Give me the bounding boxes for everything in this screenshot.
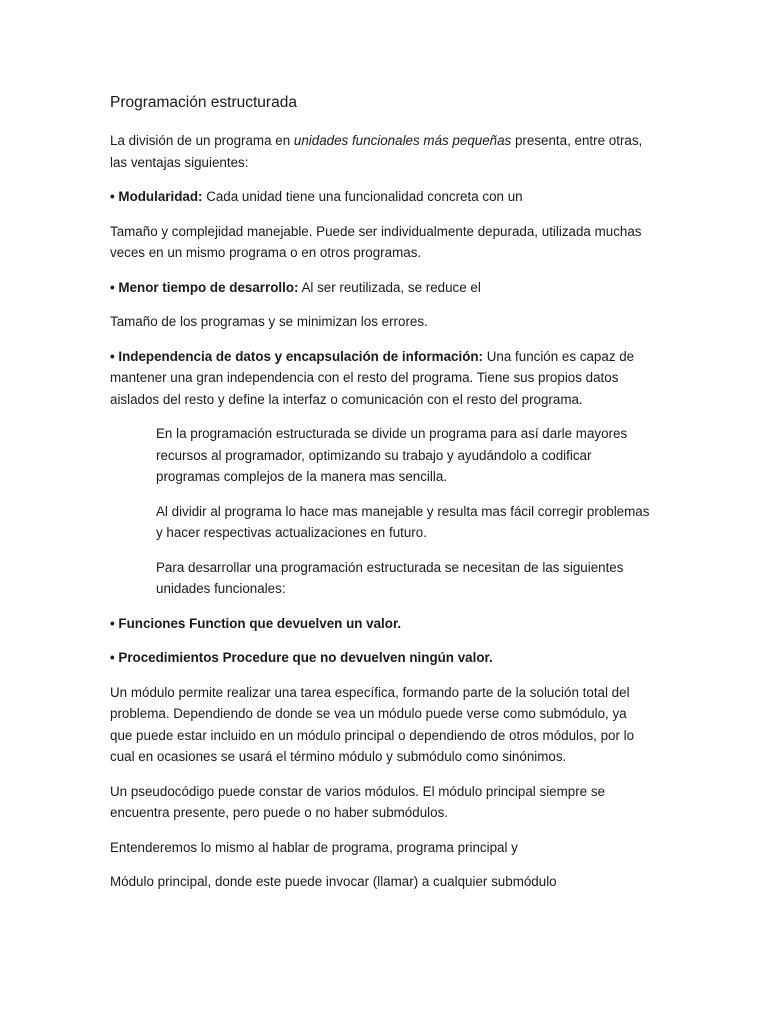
bullet-modularidad-text: Cada unidad tiene una funcionalidad concreta con un — [202, 189, 523, 204]
page-title: Programación estructurada — [110, 94, 297, 111]
paragraph-tamano-complejidad: Tamaño y complejidad manejable. Puede ser individualmente depurada, utilizada muchas veces en un mismo programa o en otros programas. — [110, 223, 642, 260]
paragraph-entenderemos: Entenderemos lo mismo al hablar de programa, programa principal y — [110, 839, 518, 855]
intro-paragraph — [110, 130, 650, 173]
indented-paragraph-1: En la programación estructurada se divide un programa para así darle mayores recursos al programador, optimizando su trabajo y ayudándolo a codificar programas complejos de la manera mas sencilla. — [156, 426, 628, 484]
bullet-modularidad — [110, 186, 650, 208]
indented-paragraph-2: Al dividir al programa lo hace mas manejable y resulta mas fácil corregir problemas y hacer respectivas actualizaciones en futuro. — [156, 503, 650, 540]
indented-paragraph-3: Para desarrollar una programación estructurada se necesitan de las siguientes unidades funcionales: — [156, 559, 624, 596]
bullet-menor-tiempo-heading: • Menor tiempo de desarrollo: — [110, 279, 299, 295]
bullet-independencia-heading: • Independencia de datos y encapsulación de información: — [110, 348, 484, 364]
paragraph-pseudocodigo: Un pseudocódigo puede constar de varios módulos. El módulo principal siempre se encuentra presente, pero puede o no haber submódulos. — [110, 783, 605, 820]
bullet-procedimientos: • Procedimientos Procedure que no devuelven ningún valor. — [110, 650, 493, 665]
intro-text-end: presenta, entre otras, las ventajas siguientes: — [110, 133, 643, 170]
paragraph-modulo-principal: Módulo principal, donde este puede invocar (llamar) a cualquier submódulo — [110, 874, 557, 889]
bullet-independencia — [110, 346, 650, 411]
bullet-independencia-text: Una función es capaz de mantener una gran independencia con el resto del programa. Tiene sus propios datos aislados del resto y define la interfaz o comunicación con el resto del programa. — [110, 348, 635, 407]
bullet-funciones: • Funciones Function que devuelven un valor. — [110, 615, 402, 631]
paragraph-tamano-programas: Tamaño de los programas y se minimizan los errores. — [110, 314, 428, 329]
intro-text-start: La división de un programa en — [110, 133, 294, 148]
document-page — [110, 92, 650, 906]
paragraph-modulo: Un módulo permite realizar una tarea específica, formando parte de la solución total del problema. Dependiendo de donde se vea un módulo puede verse como submódulo, ya que puede estar incluido en un módulo principal o dependiendo de otros módulos, por lo cual en ocasiones se usará el término módulo y submódulo como sinónimos. — [110, 684, 635, 764]
bullet-menor-tiempo-text: Al ser reutilizada, se reduce el — [298, 279, 481, 295]
bullet-modularidad-heading: • Modularidad: — [110, 189, 203, 204]
intro-text-italic: unidades funcionales más pequeñas — [293, 133, 512, 148]
bullet-menor-tiempo — [110, 277, 650, 299]
